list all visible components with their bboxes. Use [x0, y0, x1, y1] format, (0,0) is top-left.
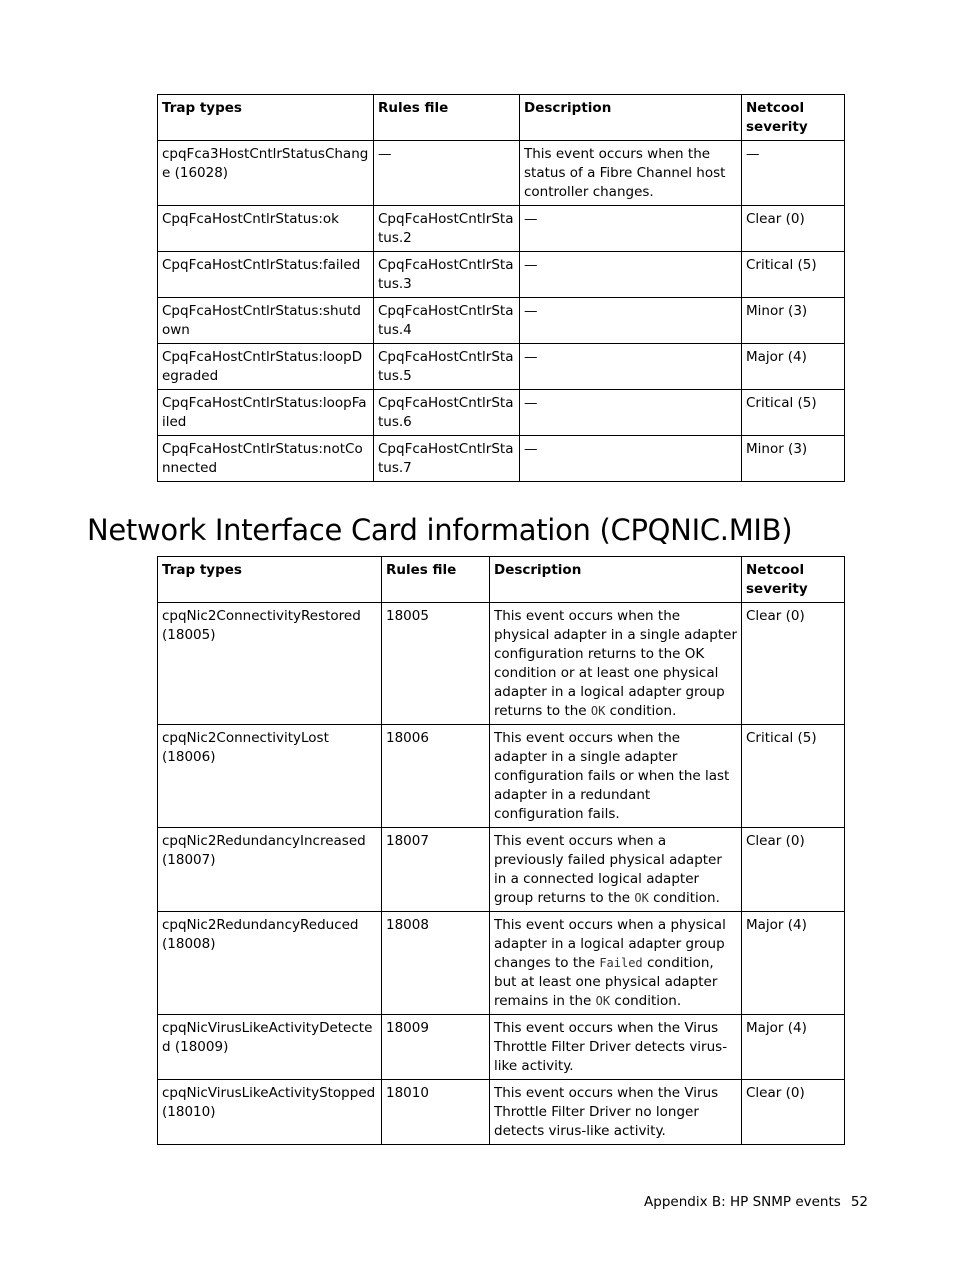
- description-cell: —: [520, 252, 742, 298]
- table-row: [158, 298, 845, 344]
- trap-type-cell: CpqFcaHostCntlrStatus:ok: [158, 206, 374, 252]
- description-cell: [490, 725, 742, 828]
- trap-type-cell: cpqNic2RedundancyReduced (18008): [158, 912, 382, 1015]
- description-text: This event occurs when the physical adapter in a single adapter configuration returns to the OK condition or at least one physical adapter in a logical adapter group returns to the: [494, 608, 738, 719]
- description-text: condition.: [605, 703, 677, 719]
- table-header-row: [158, 557, 845, 603]
- rules-file-cell: CpqFcaHostCntlrStatus.3: [374, 252, 520, 298]
- header-rules-file: Rules file: [374, 95, 520, 141]
- table-row: [158, 252, 845, 298]
- table-row: [158, 141, 845, 206]
- description-cell: —: [520, 390, 742, 436]
- rules-file-cell: CpqFcaHostCntlrStatus.5: [374, 344, 520, 390]
- severity-cell: —: [742, 141, 845, 206]
- table-row: [158, 344, 845, 390]
- rules-file-cell: 18008: [382, 912, 490, 1015]
- description-cell: [490, 828, 742, 912]
- header-rules-file: Rules file: [382, 557, 490, 603]
- trap-type-cell: cpqNic2RedundancyIncreased (18007): [158, 828, 382, 912]
- header-trap-types: Trap types: [158, 95, 374, 141]
- footer-label: Appendix B: HP SNMP events: [644, 1194, 841, 1210]
- trap-type-cell: CpqFcaHostCntlrStatus:shutdown: [158, 298, 374, 344]
- description-cell: This event occurs when the status of a Fibre Channel host controller changes.: [520, 141, 742, 206]
- severity-cell: Minor (3): [742, 436, 845, 482]
- severity-cell: Clear (0): [742, 1080, 845, 1145]
- table-row: [158, 725, 845, 828]
- rules-file-cell: 18005: [382, 603, 490, 725]
- table-row: [158, 390, 845, 436]
- description-cell: [490, 1080, 742, 1145]
- trap-type-cell: cpqFca3HostCntlrStatusChange (16028): [158, 141, 374, 206]
- table-row: [158, 603, 845, 725]
- description-text: This event occurs when the adapter in a single adapter configuration fails or when the last adapter in a redundant configuration fails.: [494, 730, 730, 822]
- description-cell: —: [520, 344, 742, 390]
- header-netcool-severity: Netcool severity: [742, 95, 845, 141]
- page-number: 52: [850, 1194, 868, 1210]
- severity-cell: Critical (5): [742, 725, 845, 828]
- header-netcool-severity: Netcool severity: [742, 557, 845, 603]
- trap-type-cell: CpqFcaHostCntlrStatus:loopFailed: [158, 390, 374, 436]
- severity-cell: Major (4): [742, 344, 845, 390]
- severity-cell: Critical (5): [742, 390, 845, 436]
- rules-file-cell: CpqFcaHostCntlrStatus.6: [374, 390, 520, 436]
- rules-file-cell: —: [374, 141, 520, 206]
- code-literal: Failed: [599, 956, 643, 970]
- severity-cell: Major (4): [742, 912, 845, 1015]
- fca-host-controller-traps-table: [157, 94, 845, 482]
- header-description: Description: [520, 95, 742, 141]
- severity-cell: Major (4): [742, 1015, 845, 1080]
- trap-type-cell: CpqFcaHostCntlrStatus:notConnected: [158, 436, 374, 482]
- description-cell: [490, 1015, 742, 1080]
- page-footer: [644, 1194, 868, 1210]
- description-text: condition, but at least one physical adapter remains in the: [494, 955, 718, 1009]
- trap-type-cell: cpqNic2ConnectivityLost (18006): [158, 725, 382, 828]
- section-heading: Network Interface Card information (CPQNIC.MIB): [87, 513, 793, 547]
- description-cell: —: [520, 206, 742, 252]
- trap-type-cell: cpqNicVirusLikeActivityStopped (18010): [158, 1080, 382, 1145]
- trap-type-cell: cpqNic2ConnectivityRestored (18005): [158, 603, 382, 725]
- description-text: This event occurs when the Virus Throttle Filter Driver detects virus-like activity.: [494, 1020, 728, 1074]
- header-trap-types: Trap types: [158, 557, 382, 603]
- table-row: [158, 1080, 845, 1145]
- rules-file-cell: 18010: [382, 1080, 490, 1145]
- trap-type-cell: CpqFcaHostCntlrStatus:failed: [158, 252, 374, 298]
- rules-file-cell: 18009: [382, 1015, 490, 1080]
- description-cell: [490, 603, 742, 725]
- description-text: This event occurs when a physical adapter in a logical adapter group changes to the: [494, 917, 726, 971]
- rules-file-cell: CpqFcaHostCntlrStatus.2: [374, 206, 520, 252]
- code-literal: OK: [595, 994, 611, 1008]
- description-text: condition.: [648, 890, 720, 906]
- description-text: condition.: [610, 993, 682, 1009]
- trap-type-cell: cpqNicVirusLikeActivityDetected (18009): [158, 1015, 382, 1080]
- table-row: [158, 1015, 845, 1080]
- severity-cell: Clear (0): [742, 603, 845, 725]
- description-cell: —: [520, 298, 742, 344]
- severity-cell: Critical (5): [742, 252, 845, 298]
- table-row: [158, 828, 845, 912]
- table-row: [158, 436, 845, 482]
- rules-file-cell: CpqFcaHostCntlrStatus.4: [374, 298, 520, 344]
- description-text: This event occurs when the Virus Throttle Filter Driver no longer detects virus-like activity.: [494, 1085, 719, 1139]
- code-literal: OK: [634, 891, 649, 905]
- table-row: [158, 912, 845, 1015]
- severity-cell: Clear (0): [742, 206, 845, 252]
- table-header-row: [158, 95, 845, 141]
- rules-file-cell: CpqFcaHostCntlrStatus.7: [374, 436, 520, 482]
- description-cell: [490, 912, 742, 1015]
- header-description: Description: [490, 557, 742, 603]
- code-literal: OK: [590, 704, 606, 718]
- severity-cell: Clear (0): [742, 828, 845, 912]
- trap-type-cell: CpqFcaHostCntlrStatus:loopDegraded: [158, 344, 374, 390]
- description-cell: —: [520, 436, 742, 482]
- nic-traps-table: [157, 556, 845, 1145]
- rules-file-cell: 18007: [382, 828, 490, 912]
- severity-cell: Minor (3): [742, 298, 845, 344]
- description-text: This event occurs when a previously failed physical adapter in a connected logical adapter group returns to the: [494, 833, 722, 906]
- table-row: [158, 206, 845, 252]
- rules-file-cell: 18006: [382, 725, 490, 828]
